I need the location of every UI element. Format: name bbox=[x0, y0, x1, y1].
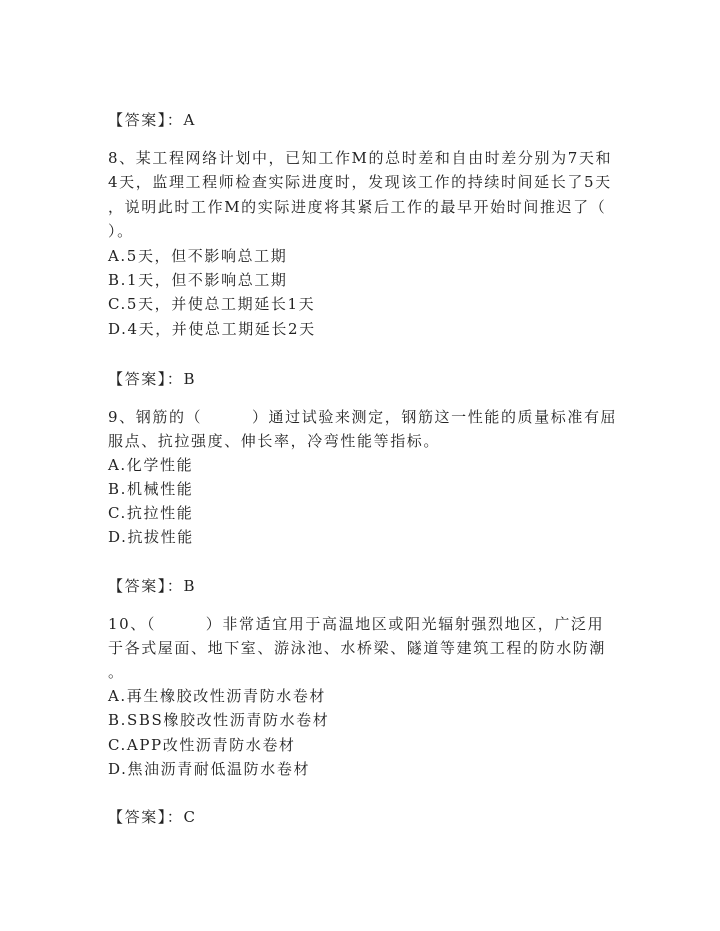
question-9-option-a: A.化学性能 bbox=[108, 456, 194, 474]
question-10-line-1: 10、（ ）非常适宜用于高温地区或阳光辐射强烈地区，广泛用 bbox=[108, 615, 605, 633]
question-8-option-c: C.5天，并使总工期延长1天 bbox=[108, 295, 316, 313]
question-8-option-d: D.4天，并使总工期延长2天 bbox=[108, 320, 316, 338]
question-9-option-b: B.机械性能 bbox=[108, 480, 194, 498]
question-10-option-c: C.APP改性沥青防水卷材 bbox=[108, 736, 296, 754]
question-9-option-d: D.抗拔性能 bbox=[108, 528, 194, 546]
question-9-line-2: 服点、抗拉强度、伸长率，冷弯性能等指标。 bbox=[108, 432, 441, 450]
question-8-option-a: A.5天，但不影响总工期 bbox=[108, 247, 288, 265]
answer-q7: 【答案】：A bbox=[108, 111, 196, 129]
answer-q8: 【答案】：B bbox=[108, 370, 197, 388]
answer-q10: 【答案】：C bbox=[108, 808, 197, 826]
question-8-line-3: ，说明此时工作M的实际进度将其紧后工作的最早开始时间推迟了（ bbox=[108, 198, 607, 216]
question-9-line-1: 9、钢筋的（ ）通过试验来测定，钢筋这一性能的质量标准有屈 bbox=[108, 408, 618, 426]
question-10-line-3: 。 bbox=[108, 663, 125, 681]
question-8-line-1: 8、某工程网络计划中，已知工作M的总时差和自由时差分别为7天和 bbox=[108, 149, 613, 167]
question-8-option-b: B.1天，但不影响总工期 bbox=[108, 271, 288, 289]
question-10-option-a: A.再生橡胶改性沥青防水卷材 bbox=[108, 687, 327, 705]
question-10-option-d: D.焦油沥青耐低温防水卷材 bbox=[108, 760, 311, 778]
question-10-option-b: B.SBS橡胶改性沥青防水卷材 bbox=[108, 711, 330, 729]
answer-q9: 【答案】：B bbox=[108, 577, 197, 595]
question-8-line-2: 4天，监理工程师检查实际进度时，发现该工作的持续时间延长了5天 bbox=[108, 173, 612, 191]
question-10-line-2: 于各式屋面、地下室、游泳池、水桥梁、隧道等建筑工程的防水防潮 bbox=[108, 639, 607, 657]
question-9-option-c: C.抗拉性能 bbox=[108, 504, 194, 522]
question-8-line-4: ）。 bbox=[108, 222, 134, 240]
